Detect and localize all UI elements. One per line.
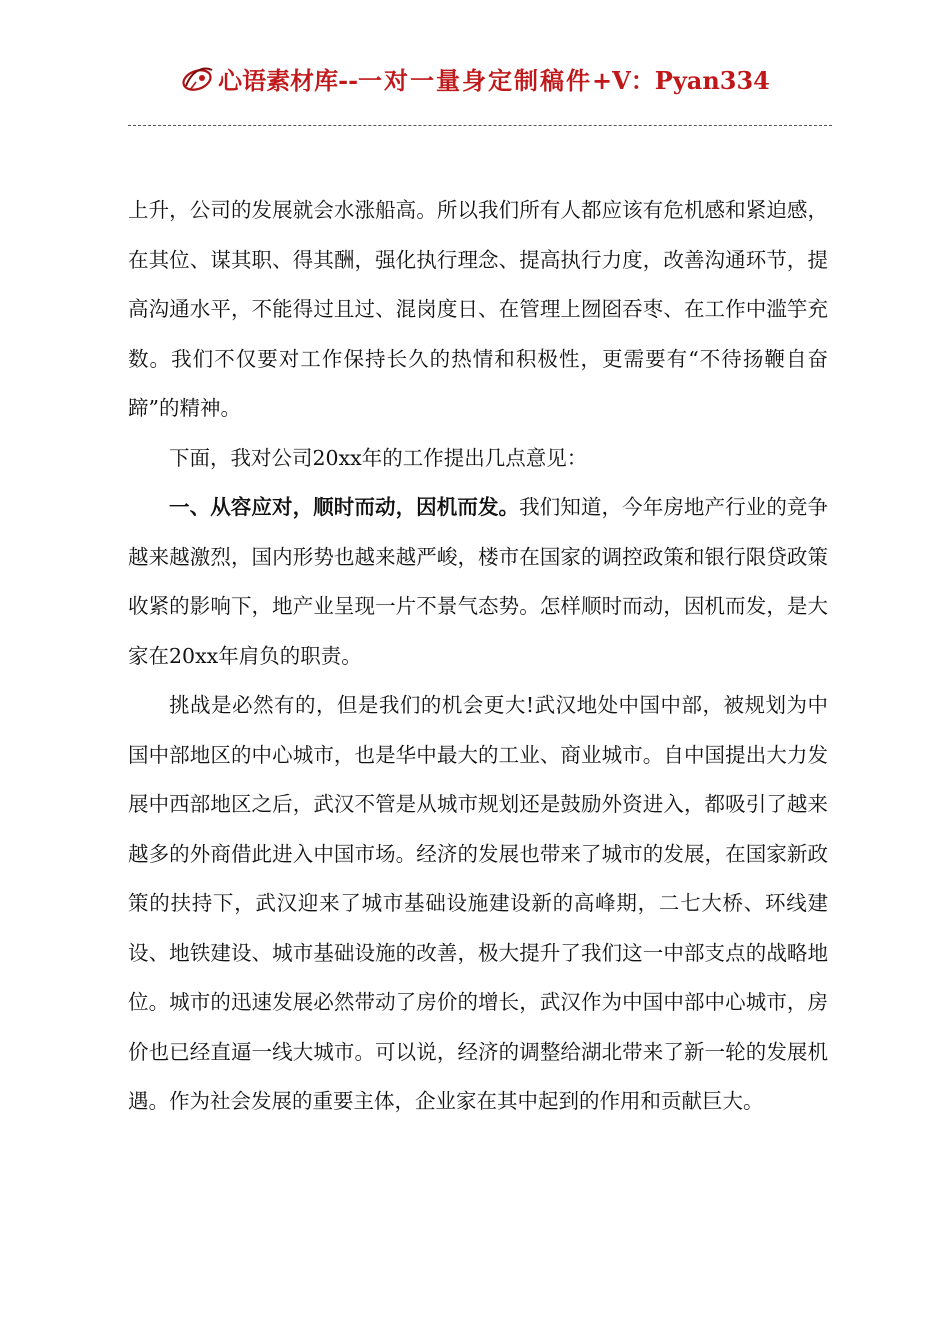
section-heading: 一、从容应对，顺时而动，因机而发。 bbox=[169, 495, 520, 519]
page-header bbox=[0, 60, 950, 104]
header-divider bbox=[128, 125, 832, 126]
paragraph-4: 挑战是必然有的，但是我们的机会更大!武汉地处中国中部，被规划为中国中部地区的中心城市，也是华中最大的工业、商业城市。自中国提出大力发展中西部地区之后，武汉不管是从城市规划还是鼓励外资进入，都吸引了越来越多的外商借此进入中国市场。经济的发展也带来了城市的发展，在国家新政策的扶持下，武汉迎来了城市基础设施建设新的高峰期，二七大桥、环线建设、地铁建设、城市基础设施的改善，极大提升了我们这一中部支点的战略地位。城市的迅速发展必然带动了房价的增长，武汉作为中国中部中心城市，房价也已经直逼一线大城市。可以说，经济的调整给湖北带来了新一轮的发展机遇。作为社会发展的重要主体，企业家在其中起到的作用和贡献巨大。 bbox=[128, 693, 828, 1113]
header-slogan: 一对一量身定制稿件 bbox=[358, 65, 593, 95]
header-contact: +V：Pyan334 bbox=[592, 65, 770, 95]
paragraph-3-text: 我们知道，今年房地产行业的竞争越来越激烈，国内形势也越来越严峻，楼市在国家的调控政策和银行限贷政策收紧的影响下，地产业呈现一片不景气态势。怎样顺时而动，因机而发，是大家在20xx年肩负的职责。 bbox=[128, 495, 829, 668]
paragraph-3 bbox=[128, 483, 828, 681]
paragraph-1: 上升，公司的发展就会水涨船高。所以我们所有人都应该有危机感和紧迫感，在其位、谋其职、得其酬，强化执行理念、提高执行力度，改善沟通环节，提高沟通水平，不能得过且过、混岗度日、在管理上囫囵吞枣、在工作中滥竽充数。我们不仅要对工作保持长久的热情和积极性，更需要有“不待扬鞭自奋蹄”的精神。 bbox=[128, 198, 828, 420]
header-separator: -- bbox=[338, 65, 359, 95]
document-body bbox=[128, 186, 828, 1127]
header-banner bbox=[180, 60, 770, 96]
paragraph-2: 下面，我对公司20xx年的工作提出几点意见： bbox=[169, 445, 588, 470]
header-title bbox=[218, 61, 770, 96]
site-name: 心语素材库 bbox=[218, 65, 339, 95]
brand-swirl-icon bbox=[180, 60, 216, 96]
